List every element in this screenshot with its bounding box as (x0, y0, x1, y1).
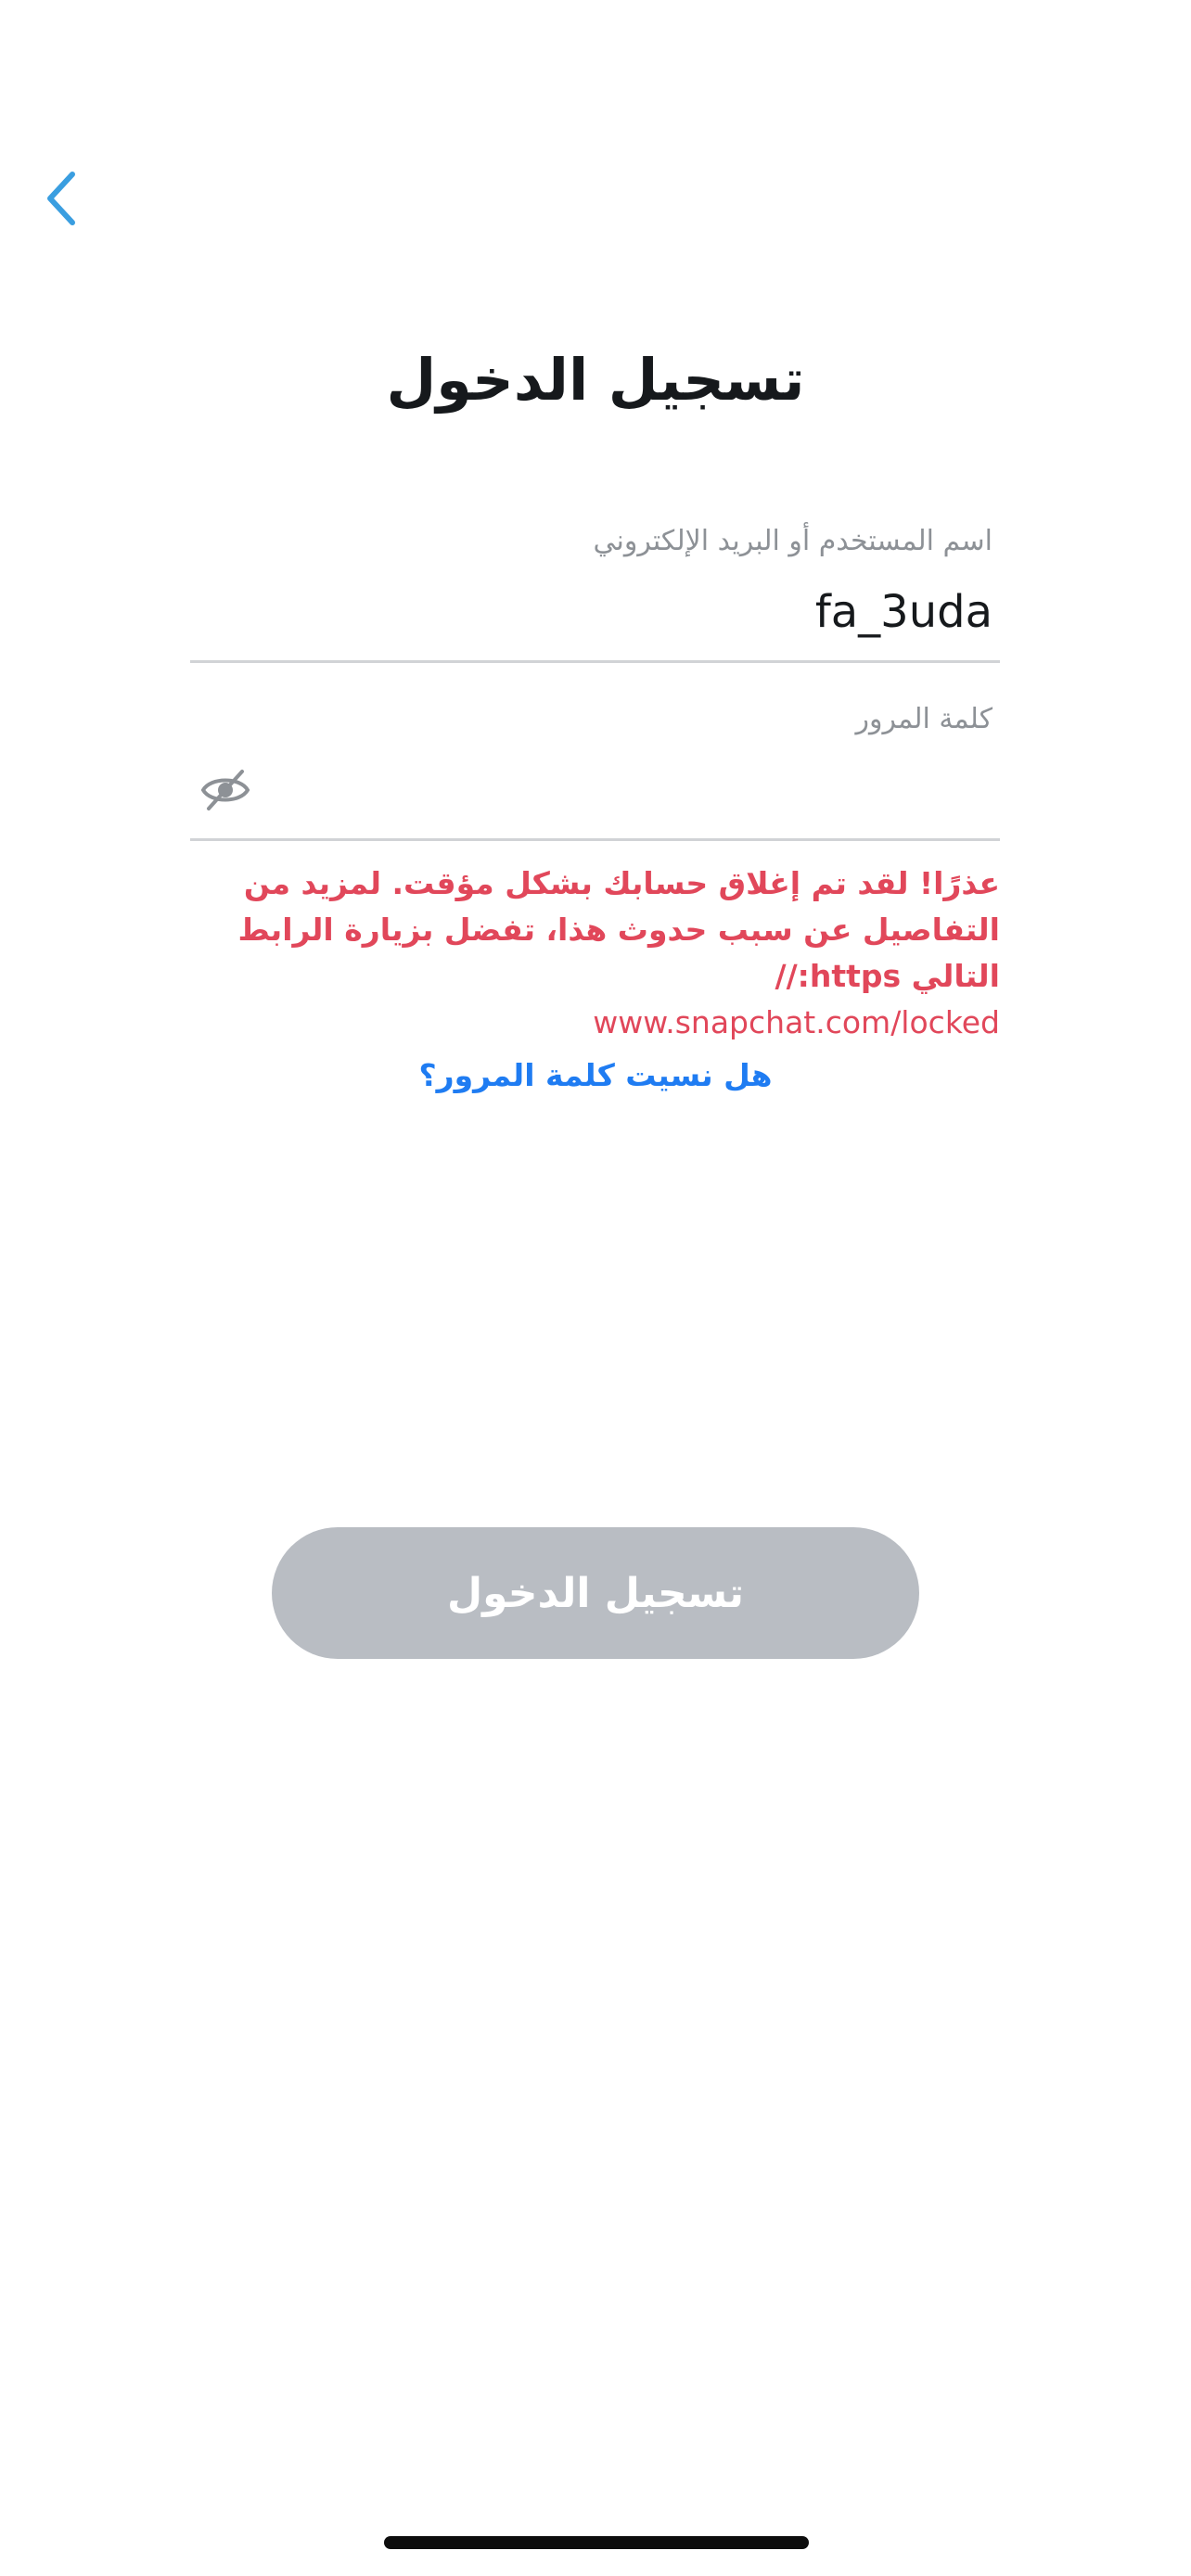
password-underline (190, 838, 1000, 841)
password-input[interactable] (274, 758, 992, 823)
error-text: عذرًا! لقد تم إغلاق حسابك بشكل مؤقت. لمزيد من التفاصيل عن سبب حدوث هذا، تفضل بزيارة الرابط التالي https:// (237, 865, 1000, 994)
forgot-password-link[interactable]: هل نسيت كلمة المرور؟ (418, 1057, 773, 1093)
error-link[interactable]: www.snapchat.com/locked (593, 1004, 1000, 1040)
eye-slash-icon (199, 768, 251, 816)
username-field[interactable] (190, 519, 1000, 668)
home-indicator (384, 2536, 809, 2549)
password-label: كلمة المرور (855, 703, 992, 735)
username-input[interactable] (190, 580, 992, 644)
username-underline (190, 660, 1000, 663)
username-label: اسم المستخدم أو البريد الإلكتروني (593, 525, 992, 557)
back-button[interactable] (35, 167, 87, 234)
chevron-left-icon (43, 169, 80, 232)
password-field[interactable] (190, 697, 1000, 846)
page-title: تسجيل الدخول (386, 346, 805, 414)
login-button[interactable]: تسجيل الدخول (272, 1527, 919, 1659)
error-message (190, 861, 1000, 1046)
password-visibility-toggle[interactable] (199, 766, 251, 818)
